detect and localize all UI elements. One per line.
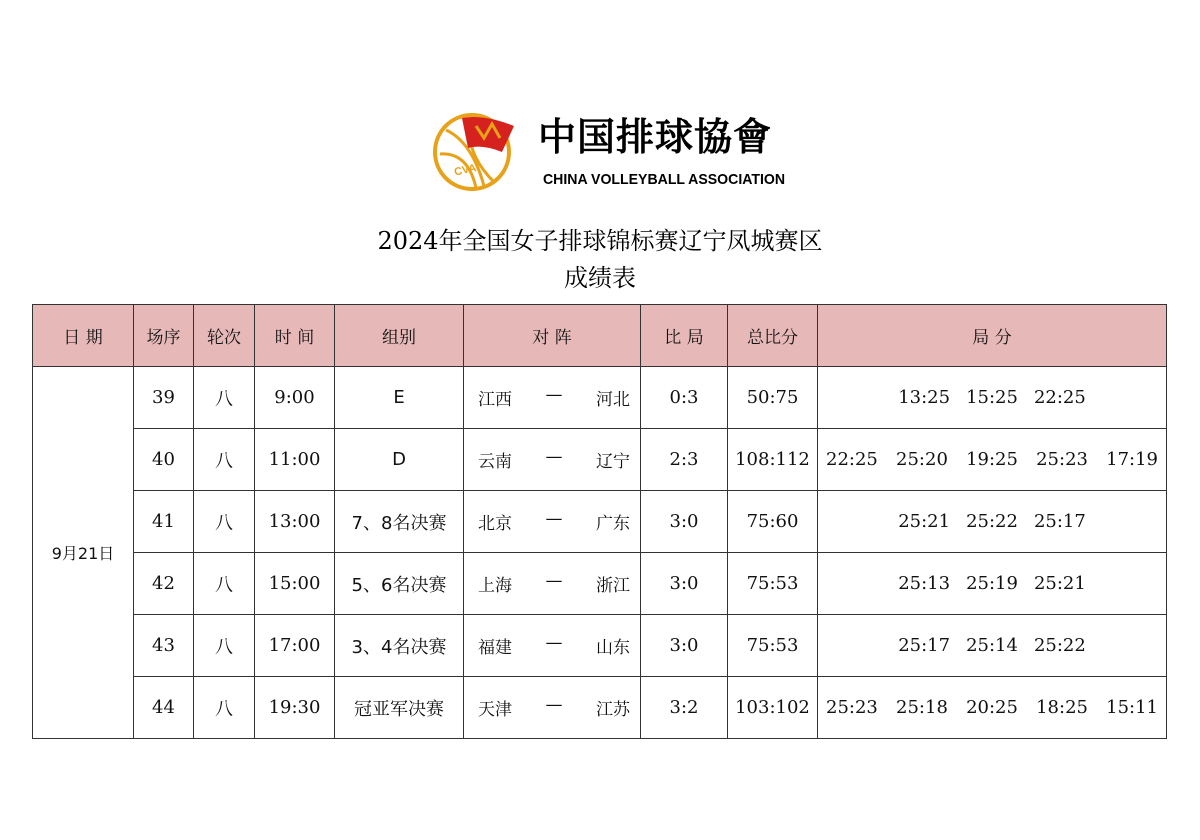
header-set-points: 局 分 — [818, 305, 1167, 367]
versus-dash: — — [545, 695, 563, 715]
set-score-cell: 3:0 — [641, 491, 728, 553]
group-cell: 7、8名决赛 — [335, 491, 464, 553]
time-cell: 15:00 — [255, 553, 335, 615]
results-table — [32, 304, 1167, 739]
page-subtitle: 成绩表 — [564, 264, 636, 292]
home-team: 天津 — [478, 700, 512, 720]
set-score: 25:17 — [898, 635, 951, 656]
set-score-cell: 2:3 — [641, 429, 728, 491]
teams-cell — [464, 367, 641, 429]
time-cell: 19:30 — [255, 677, 335, 739]
set-score: 25:18 — [896, 697, 948, 718]
set-score: 22:25 — [826, 449, 878, 470]
set-score: 25:17 — [1033, 511, 1086, 532]
set-score: 25:20 — [896, 449, 948, 470]
round-cell: 八 — [194, 491, 255, 553]
away-team: 浙江 — [596, 576, 630, 596]
table-row — [33, 429, 1167, 491]
table-row — [33, 677, 1167, 739]
away-team: 广东 — [596, 514, 630, 534]
set-score: 25:22 — [1033, 635, 1086, 656]
page-title: 2024年全国女子排球锦标赛辽宁凤城赛区 — [377, 227, 823, 255]
set-score: 25:22 — [966, 511, 1018, 532]
teams-cell — [464, 429, 641, 491]
home-team: 上海 — [478, 576, 512, 596]
set-score: 25:19 — [966, 573, 1018, 594]
header-match-no: 场序 — [134, 305, 194, 367]
set-score: 15:25 — [966, 387, 1018, 408]
round-cell: 八 — [194, 429, 255, 491]
set-score-cell: 0:3 — [641, 367, 728, 429]
time-cell: 17:00 — [255, 615, 335, 677]
home-team: 云南 — [478, 452, 512, 472]
match-no-cell: 44 — [134, 677, 194, 739]
time-cell: 9:00 — [255, 367, 335, 429]
header-round: 轮次 — [194, 305, 255, 367]
home-team: 北京 — [478, 514, 512, 534]
header-date: 日 期 — [33, 305, 134, 367]
set-score: 25:13 — [898, 573, 951, 594]
versus-dash: — — [545, 385, 563, 405]
time-cell: 11:00 — [255, 429, 335, 491]
table-header-row — [33, 305, 1167, 367]
match-no-cell: 41 — [134, 491, 194, 553]
set-score: 25:21 — [898, 511, 951, 532]
away-team: 江苏 — [596, 700, 630, 720]
set-score: 25:14 — [966, 635, 1018, 656]
match-no-cell: 39 — [134, 367, 194, 429]
group-cell: 3、4名决赛 — [335, 615, 464, 677]
group-cell: E — [335, 367, 464, 429]
group-cell: D — [335, 429, 464, 491]
round-cell: 八 — [194, 553, 255, 615]
header-set-score: 比 局 — [641, 305, 728, 367]
set-score: 25:23 — [1036, 449, 1088, 470]
set-points-cell — [818, 491, 1167, 553]
logo-mark-text: CVA — [453, 162, 478, 179]
volleyball-logo-icon — [432, 108, 516, 194]
set-score: 18:25 — [1036, 697, 1088, 718]
away-team: 山东 — [596, 638, 630, 658]
group-cell: 5、6名决赛 — [335, 553, 464, 615]
table-row — [33, 367, 1167, 429]
teams-cell — [464, 615, 641, 677]
home-team: 江西 — [478, 390, 512, 410]
set-score-cell: 3:2 — [641, 677, 728, 739]
match-no-cell: 40 — [134, 429, 194, 491]
set-score: 25:21 — [1033, 573, 1086, 594]
set-points-cell — [818, 367, 1167, 429]
round-cell: 八 — [194, 615, 255, 677]
away-team: 辽宁 — [596, 452, 630, 472]
date-cell: 9月21日 — [33, 367, 134, 739]
header-total-points: 总比分 — [728, 305, 818, 367]
round-cell: 八 — [194, 677, 255, 739]
set-points-cell — [818, 677, 1167, 739]
header-teams: 对 阵 — [464, 305, 641, 367]
set-points-cell — [818, 553, 1167, 615]
set-score: 19:25 — [966, 449, 1018, 470]
set-score-cell: 3:0 — [641, 615, 728, 677]
header-time: 时 间 — [255, 305, 335, 367]
match-no-cell: 42 — [134, 553, 194, 615]
table-row — [33, 615, 1167, 677]
time-cell: 13:00 — [255, 491, 335, 553]
set-score: 17:19 — [1106, 449, 1158, 470]
table-row — [33, 553, 1167, 615]
away-team: 河北 — [596, 390, 630, 410]
versus-dash: — — [545, 633, 563, 653]
set-score: 20:25 — [966, 697, 1018, 718]
teams-cell — [464, 491, 641, 553]
teams-cell — [464, 553, 641, 615]
round-cell: 八 — [194, 367, 255, 429]
total-points-cell: 103:102 — [728, 677, 818, 739]
set-points-cell — [818, 615, 1167, 677]
set-score: 22:25 — [1033, 387, 1086, 408]
total-points-cell: 108:112 — [728, 429, 818, 491]
set-score: 25:23 — [826, 697, 878, 718]
home-team: 福建 — [478, 638, 512, 658]
header-group: 组别 — [335, 305, 464, 367]
teams-cell — [464, 677, 641, 739]
versus-dash: — — [545, 447, 563, 467]
match-no-cell: 43 — [134, 615, 194, 677]
versus-dash: — — [545, 509, 563, 529]
set-score: 15:11 — [1106, 697, 1158, 718]
versus-dash: — — [545, 571, 563, 591]
total-points-cell: 50:75 — [728, 367, 818, 429]
set-points-cell — [818, 429, 1167, 491]
total-points-cell: 75:53 — [728, 615, 818, 677]
group-cell: 冠亚军决赛 — [335, 677, 464, 739]
set-score-cell: 3:0 — [641, 553, 728, 615]
cva-logo — [432, 106, 786, 198]
table-row — [33, 491, 1167, 553]
total-points-cell: 75:60 — [728, 491, 818, 553]
logo-name-chinese: 中国排球協會 — [538, 115, 773, 159]
logo-name-english: CHINA VOLLEYBALL ASSOCIATION — [543, 171, 786, 188]
set-score: 13:25 — [898, 387, 951, 408]
total-points-cell: 75:53 — [728, 553, 818, 615]
